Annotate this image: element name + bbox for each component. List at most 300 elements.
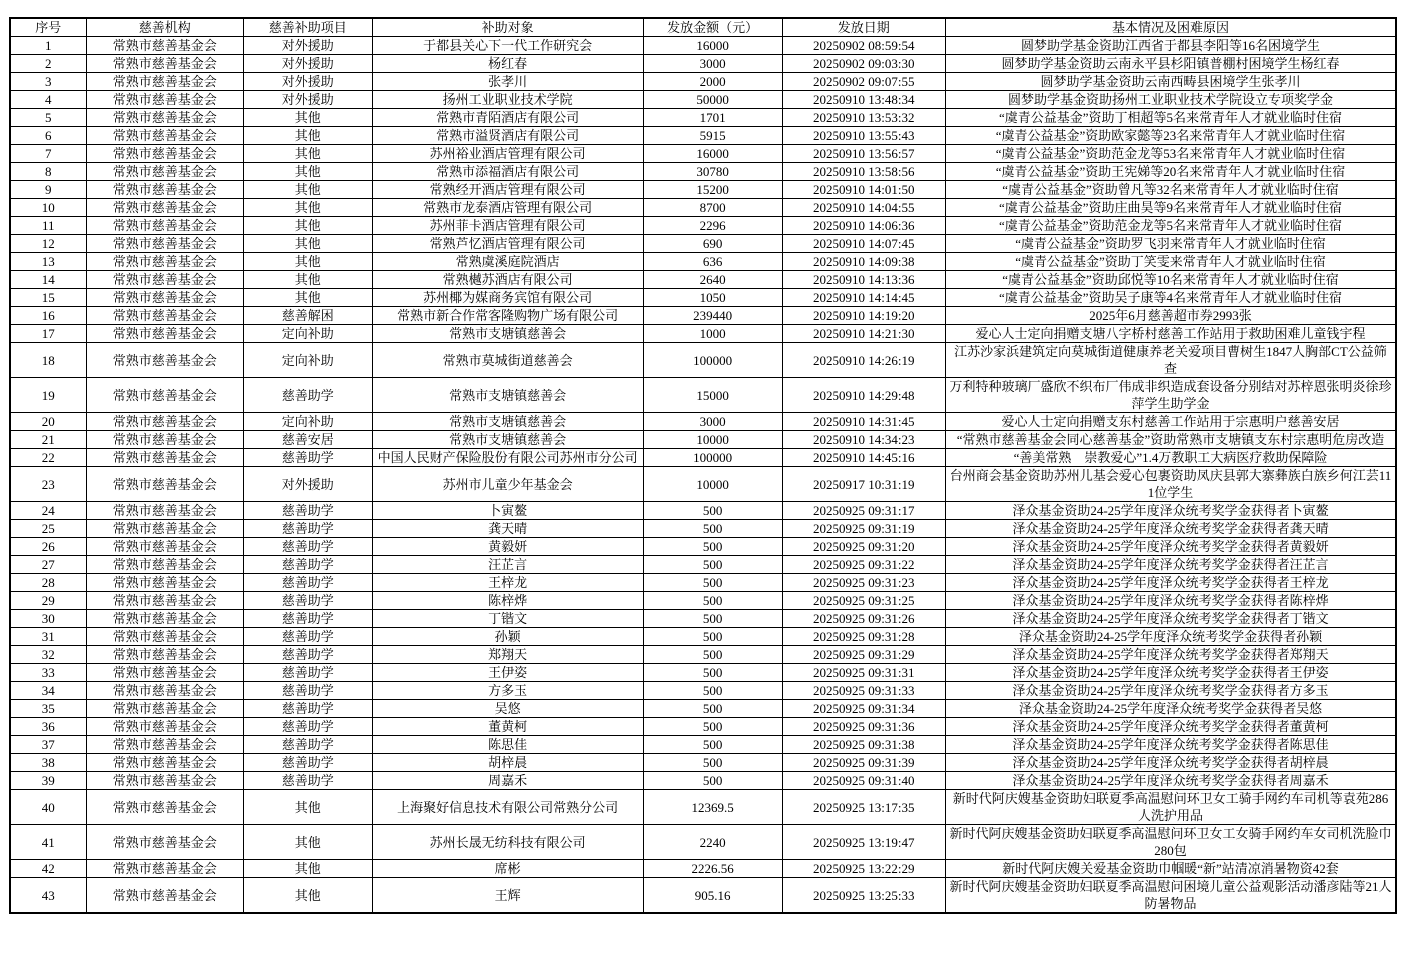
cell-project: 定向补助 bbox=[243, 325, 372, 343]
cell-recipient: 常熟市支塘镇慈善会 bbox=[372, 431, 643, 449]
cell-organization: 常熟市慈善基金会 bbox=[86, 163, 243, 181]
cell-amount: 100000 bbox=[643, 343, 782, 378]
cell-date: 20250925 09:31:40 bbox=[782, 772, 945, 790]
cell-organization: 常熟市慈善基金会 bbox=[86, 628, 243, 646]
cell-recipient: 王伊姿 bbox=[372, 664, 643, 682]
cell-index: 35 bbox=[10, 700, 86, 718]
cell-project: 慈善助学 bbox=[243, 628, 372, 646]
cell-project: 其他 bbox=[243, 127, 372, 145]
table-row bbox=[10, 825, 1396, 860]
table-row bbox=[10, 449, 1396, 467]
cell-index: 4 bbox=[10, 91, 86, 109]
cell-date: 20250925 13:19:47 bbox=[782, 825, 945, 860]
table-row bbox=[10, 181, 1396, 199]
cell-amount: 2296 bbox=[643, 217, 782, 235]
cell-situation: 江苏沙家浜建筑定向莫城街道健康养老关爱项目曹树生1847人胸部CT公益筛查 bbox=[945, 343, 1396, 378]
table-row bbox=[10, 700, 1396, 718]
cell-index: 29 bbox=[10, 592, 86, 610]
table-row bbox=[10, 431, 1396, 449]
cell-project: 定向补助 bbox=[243, 343, 372, 378]
table-row bbox=[10, 289, 1396, 307]
cell-organization: 常熟市慈善基金会 bbox=[86, 790, 243, 825]
cell-index: 6 bbox=[10, 127, 86, 145]
column-header-date: 发放日期 bbox=[782, 18, 945, 37]
cell-project: 慈善助学 bbox=[243, 664, 372, 682]
cell-amount: 50000 bbox=[643, 91, 782, 109]
cell-project: 慈善助学 bbox=[243, 700, 372, 718]
cell-project: 其他 bbox=[243, 181, 372, 199]
table-row bbox=[10, 343, 1396, 378]
table-row bbox=[10, 37, 1396, 55]
cell-situation: 新时代阿庆嫂关爱基金资助巾帼暖“新”站清凉消暑物资42套 bbox=[945, 860, 1396, 878]
cell-date: 20250925 09:31:23 bbox=[782, 574, 945, 592]
cell-situation: 泽众基金资助24-25学年度泽众统考奖学金获得者董黄柯 bbox=[945, 718, 1396, 736]
cell-organization: 常熟市慈善基金会 bbox=[86, 413, 243, 431]
cell-recipient: 张孝川 bbox=[372, 73, 643, 91]
cell-situation: “虞青公益基金”资助丁相超等5名来常青年人才就业临时住宿 bbox=[945, 109, 1396, 127]
cell-recipient: 上海聚好信息技术有限公司常熟分公司 bbox=[372, 790, 643, 825]
cell-amount: 12369.5 bbox=[643, 790, 782, 825]
cell-index: 13 bbox=[10, 253, 86, 271]
cell-date: 20250910 14:13:36 bbox=[782, 271, 945, 289]
cell-recipient: 常熟市莫城街道慈善会 bbox=[372, 343, 643, 378]
cell-date: 20250925 09:31:33 bbox=[782, 682, 945, 700]
column-header-situation: 基本情况及困难原因 bbox=[945, 18, 1396, 37]
cell-situation: “虞青公益基金”资助丁笑雯来常青年人才就业临时住宿 bbox=[945, 253, 1396, 271]
cell-recipient: 于都县关心下一代工作研究会 bbox=[372, 37, 643, 55]
table-row bbox=[10, 592, 1396, 610]
cell-situation: 泽众基金资助24-25学年度泽众统考奖学金获得者黄毅妍 bbox=[945, 538, 1396, 556]
cell-date: 20250910 14:31:45 bbox=[782, 413, 945, 431]
cell-amount: 500 bbox=[643, 610, 782, 628]
cell-date: 20250910 14:45:16 bbox=[782, 449, 945, 467]
cell-index: 38 bbox=[10, 754, 86, 772]
cell-organization: 常熟市慈善基金会 bbox=[86, 860, 243, 878]
cell-amount: 2640 bbox=[643, 271, 782, 289]
cell-recipient: 常熟市支塘镇慈善会 bbox=[372, 413, 643, 431]
cell-organization: 常熟市慈善基金会 bbox=[86, 343, 243, 378]
column-header-amount: 发放金额（元） bbox=[643, 18, 782, 37]
cell-project: 慈善助学 bbox=[243, 646, 372, 664]
cell-project: 慈善助学 bbox=[243, 610, 372, 628]
cell-date: 20250925 09:31:31 bbox=[782, 664, 945, 682]
cell-project: 慈善助学 bbox=[243, 520, 372, 538]
cell-project: 其他 bbox=[243, 878, 372, 914]
cell-recipient: 常熟市溢贤酒店有限公司 bbox=[372, 127, 643, 145]
table-row bbox=[10, 790, 1396, 825]
cell-date: 20250925 09:31:19 bbox=[782, 520, 945, 538]
cell-index: 34 bbox=[10, 682, 86, 700]
cell-recipient: 吴悠 bbox=[372, 700, 643, 718]
cell-situation: “虞青公益基金”资助邱悦等10名来常青年人才就业临时住宿 bbox=[945, 271, 1396, 289]
cell-project: 定向补助 bbox=[243, 413, 372, 431]
cell-recipient: 常熟樾苏酒店有限公司 bbox=[372, 271, 643, 289]
table-row bbox=[10, 646, 1396, 664]
cell-project: 其他 bbox=[243, 163, 372, 181]
cell-project: 其他 bbox=[243, 217, 372, 235]
cell-organization: 常熟市慈善基金会 bbox=[86, 718, 243, 736]
cell-index: 39 bbox=[10, 772, 86, 790]
cell-situation: 万利特种玻璃厂盛欣不织布厂伟成非织造成套设备分别结对苏梓恩张明炎徐珍萍学生助学金 bbox=[945, 378, 1396, 413]
table-header bbox=[10, 18, 1396, 37]
cell-situation: 圆梦助学基金资助扬州工业职业技术学院设立专项奖学金 bbox=[945, 91, 1396, 109]
cell-recipient: 丁锴文 bbox=[372, 610, 643, 628]
cell-index: 40 bbox=[10, 790, 86, 825]
cell-recipient: 中国人民财产保险股份有限公司苏州市分公司 bbox=[372, 449, 643, 467]
table-row bbox=[10, 718, 1396, 736]
cell-amount: 500 bbox=[643, 718, 782, 736]
cell-amount: 905.16 bbox=[643, 878, 782, 914]
table-row bbox=[10, 199, 1396, 217]
cell-project: 对外援助 bbox=[243, 73, 372, 91]
cell-amount: 500 bbox=[643, 646, 782, 664]
cell-amount: 500 bbox=[643, 664, 782, 682]
cell-organization: 常熟市慈善基金会 bbox=[86, 145, 243, 163]
cell-date: 20250925 09:31:28 bbox=[782, 628, 945, 646]
cell-date: 20250910 14:09:38 bbox=[782, 253, 945, 271]
cell-date: 20250925 09:31:17 bbox=[782, 502, 945, 520]
cell-organization: 常熟市慈善基金会 bbox=[86, 217, 243, 235]
cell-organization: 常熟市慈善基金会 bbox=[86, 289, 243, 307]
cell-index: 41 bbox=[10, 825, 86, 860]
cell-situation: “虞青公益基金”资助范金龙等5名来常青年人才就业临时住宿 bbox=[945, 217, 1396, 235]
cell-project: 其他 bbox=[243, 271, 372, 289]
column-header-organization: 慈善机构 bbox=[86, 18, 243, 37]
cell-project: 其他 bbox=[243, 109, 372, 127]
cell-index: 32 bbox=[10, 646, 86, 664]
cell-index: 22 bbox=[10, 449, 86, 467]
cell-index: 36 bbox=[10, 718, 86, 736]
cell-situation: 泽众基金资助24-25学年度泽众统考奖学金获得者方多玉 bbox=[945, 682, 1396, 700]
cell-index: 24 bbox=[10, 502, 86, 520]
table-row bbox=[10, 163, 1396, 181]
cell-amount: 1000 bbox=[643, 325, 782, 343]
cell-situation: 泽众基金资助24-25学年度泽众统考奖学金获得者孙颖 bbox=[945, 628, 1396, 646]
table-row bbox=[10, 860, 1396, 878]
table-row bbox=[10, 55, 1396, 73]
cell-project: 慈善助学 bbox=[243, 682, 372, 700]
cell-date: 20250910 14:21:30 bbox=[782, 325, 945, 343]
cell-index: 30 bbox=[10, 610, 86, 628]
cell-amount: 16000 bbox=[643, 145, 782, 163]
cell-organization: 常熟市慈善基金会 bbox=[86, 378, 243, 413]
cell-date: 20250925 09:31:26 bbox=[782, 610, 945, 628]
cell-amount: 500 bbox=[643, 628, 782, 646]
cell-amount: 500 bbox=[643, 682, 782, 700]
cell-project: 慈善解困 bbox=[243, 307, 372, 325]
cell-amount: 15000 bbox=[643, 378, 782, 413]
cell-situation: 爱心人士定向捐赠支塘八字桥村慈善工作站用于救助困难儿童钱宇程 bbox=[945, 325, 1396, 343]
table-row bbox=[10, 109, 1396, 127]
cell-organization: 常熟市慈善基金会 bbox=[86, 682, 243, 700]
cell-organization: 常熟市慈善基金会 bbox=[86, 109, 243, 127]
cell-amount: 16000 bbox=[643, 37, 782, 55]
cell-situation: “常熟市慈善基金会同心慈善基金”资助常熟市支塘镇支东村宗惠明危房改造 bbox=[945, 431, 1396, 449]
cell-organization: 常熟市慈善基金会 bbox=[86, 538, 243, 556]
table-header-row bbox=[10, 18, 1396, 37]
cell-situation: “虞青公益基金”资助罗飞羽来常青年人才就业临时住宿 bbox=[945, 235, 1396, 253]
cell-amount: 500 bbox=[643, 754, 782, 772]
cell-situation: 泽众基金资助24-25学年度泽众统考奖学金获得者胡梓晨 bbox=[945, 754, 1396, 772]
cell-situation: “虞青公益基金”资助吴子康等4名来常青年人才就业临时住宿 bbox=[945, 289, 1396, 307]
cell-date: 20250925 13:17:35 bbox=[782, 790, 945, 825]
cell-organization: 常熟市慈善基金会 bbox=[86, 127, 243, 145]
cell-organization: 常熟市慈善基金会 bbox=[86, 431, 243, 449]
table-row bbox=[10, 91, 1396, 109]
cell-project: 对外援助 bbox=[243, 91, 372, 109]
cell-situation: 泽众基金资助24-25学年度泽众统考奖学金获得者王梓龙 bbox=[945, 574, 1396, 592]
cell-amount: 30780 bbox=[643, 163, 782, 181]
table-row bbox=[10, 307, 1396, 325]
cell-date: 20250925 09:31:22 bbox=[782, 556, 945, 574]
cell-date: 20250910 14:06:36 bbox=[782, 217, 945, 235]
cell-project: 其他 bbox=[243, 289, 372, 307]
cell-recipient: 苏州市儿童少年基金会 bbox=[372, 467, 643, 502]
table-row bbox=[10, 145, 1396, 163]
cell-index: 10 bbox=[10, 199, 86, 217]
cell-amount: 2000 bbox=[643, 73, 782, 91]
cell-organization: 常熟市慈善基金会 bbox=[86, 646, 243, 664]
cell-project: 其他 bbox=[243, 199, 372, 217]
table-row bbox=[10, 664, 1396, 682]
cell-amount: 500 bbox=[643, 538, 782, 556]
cell-situation: 圆梦助学基金资助云南永平县杉阳镇普棚村困境学生杨红春 bbox=[945, 55, 1396, 73]
cell-index: 8 bbox=[10, 163, 86, 181]
cell-situation: “虞青公益基金”资助范金龙等53名来常青年人才就业临时住宿 bbox=[945, 145, 1396, 163]
table-row bbox=[10, 736, 1396, 754]
cell-situation: 泽众基金资助24-25学年度泽众统考奖学金获得者陈梓烨 bbox=[945, 592, 1396, 610]
cell-project: 其他 bbox=[243, 790, 372, 825]
cell-situation: 2025年6月慈善超市券2993张 bbox=[945, 307, 1396, 325]
cell-recipient: 常熟市支塘镇慈善会 bbox=[372, 378, 643, 413]
cell-project: 慈善助学 bbox=[243, 449, 372, 467]
cell-project: 其他 bbox=[243, 860, 372, 878]
cell-amount: 500 bbox=[643, 556, 782, 574]
cell-amount: 239440 bbox=[643, 307, 782, 325]
cell-date: 20250925 09:31:25 bbox=[782, 592, 945, 610]
cell-amount: 690 bbox=[643, 235, 782, 253]
table-row bbox=[10, 772, 1396, 790]
cell-project: 慈善助学 bbox=[243, 592, 372, 610]
table-row bbox=[10, 127, 1396, 145]
cell-amount: 500 bbox=[643, 502, 782, 520]
cell-index: 33 bbox=[10, 664, 86, 682]
column-header-project: 慈善补助项目 bbox=[243, 18, 372, 37]
cell-amount: 500 bbox=[643, 592, 782, 610]
cell-project: 对外援助 bbox=[243, 55, 372, 73]
cell-recipient: 王梓龙 bbox=[372, 574, 643, 592]
table-row bbox=[10, 73, 1396, 91]
table-row bbox=[10, 502, 1396, 520]
cell-index: 37 bbox=[10, 736, 86, 754]
cell-index: 42 bbox=[10, 860, 86, 878]
cell-date: 20250925 13:22:29 bbox=[782, 860, 945, 878]
cell-organization: 常熟市慈善基金会 bbox=[86, 556, 243, 574]
cell-situation: 泽众基金资助24-25学年度泽众统考奖学金获得者丁锴文 bbox=[945, 610, 1396, 628]
cell-index: 3 bbox=[10, 73, 86, 91]
cell-date: 20250910 13:53:32 bbox=[782, 109, 945, 127]
cell-date: 20250902 09:07:55 bbox=[782, 73, 945, 91]
table-body bbox=[10, 37, 1396, 914]
cell-recipient: 苏州长晟无纺科技有限公司 bbox=[372, 825, 643, 860]
cell-index: 43 bbox=[10, 878, 86, 914]
cell-amount: 500 bbox=[643, 574, 782, 592]
cell-recipient: 扬州工业职业技术学院 bbox=[372, 91, 643, 109]
cell-organization: 常熟市慈善基金会 bbox=[86, 55, 243, 73]
cell-organization: 常熟市慈善基金会 bbox=[86, 574, 243, 592]
cell-project: 慈善安居 bbox=[243, 431, 372, 449]
cell-organization: 常熟市慈善基金会 bbox=[86, 825, 243, 860]
table-row bbox=[10, 538, 1396, 556]
cell-recipient: 常熟市新合作常客隆购物广场有限公司 bbox=[372, 307, 643, 325]
cell-project: 慈善助学 bbox=[243, 378, 372, 413]
cell-date: 20250910 14:34:23 bbox=[782, 431, 945, 449]
cell-recipient: 常熟虞溪庭院酒店 bbox=[372, 253, 643, 271]
cell-organization: 常熟市慈善基金会 bbox=[86, 271, 243, 289]
cell-organization: 常熟市慈善基金会 bbox=[86, 199, 243, 217]
cell-project: 其他 bbox=[243, 253, 372, 271]
cell-recipient: 汪芷言 bbox=[372, 556, 643, 574]
table-row bbox=[10, 413, 1396, 431]
cell-organization: 常熟市慈善基金会 bbox=[86, 253, 243, 271]
table-row bbox=[10, 325, 1396, 343]
cell-index: 21 bbox=[10, 431, 86, 449]
cell-situation: 新时代阿庆嫂基金资助妇联夏季高温慰问环卫女工女骑手网约车女司机洗脸巾280包 bbox=[945, 825, 1396, 860]
cell-organization: 常熟市慈善基金会 bbox=[86, 772, 243, 790]
cell-organization: 常熟市慈善基金会 bbox=[86, 664, 243, 682]
cell-index: 7 bbox=[10, 145, 86, 163]
table-row bbox=[10, 878, 1396, 914]
cell-recipient: 苏州菲卡酒店管理有限公司 bbox=[372, 217, 643, 235]
cell-situation: 泽众基金资助24-25学年度泽众统考奖学金获得者王伊姿 bbox=[945, 664, 1396, 682]
cell-situation: “虞青公益基金”资助欧家懿等23名来常青年人才就业临时住宿 bbox=[945, 127, 1396, 145]
table-row bbox=[10, 610, 1396, 628]
cell-amount: 3000 bbox=[643, 55, 782, 73]
cell-situation: 圆梦助学基金资助江西省于都县李阳等16名困境学生 bbox=[945, 37, 1396, 55]
cell-amount: 1050 bbox=[643, 289, 782, 307]
cell-amount: 10000 bbox=[643, 467, 782, 502]
cell-recipient: 陈梓烨 bbox=[372, 592, 643, 610]
cell-amount: 636 bbox=[643, 253, 782, 271]
cell-index: 9 bbox=[10, 181, 86, 199]
cell-date: 20250910 14:01:50 bbox=[782, 181, 945, 199]
cell-index: 18 bbox=[10, 343, 86, 378]
cell-date: 20250910 13:56:57 bbox=[782, 145, 945, 163]
cell-index: 26 bbox=[10, 538, 86, 556]
cell-index: 31 bbox=[10, 628, 86, 646]
cell-project: 慈善助学 bbox=[243, 736, 372, 754]
cell-project: 其他 bbox=[243, 145, 372, 163]
cell-recipient: 孙颖 bbox=[372, 628, 643, 646]
cell-recipient: 董黄柯 bbox=[372, 718, 643, 736]
cell-index: 14 bbox=[10, 271, 86, 289]
table-row bbox=[10, 628, 1396, 646]
cell-organization: 常熟市慈善基金会 bbox=[86, 502, 243, 520]
table-row bbox=[10, 754, 1396, 772]
cell-index: 1 bbox=[10, 37, 86, 55]
cell-organization: 常熟市慈善基金会 bbox=[86, 37, 243, 55]
cell-index: 12 bbox=[10, 235, 86, 253]
cell-project: 其他 bbox=[243, 235, 372, 253]
cell-project: 对外援助 bbox=[243, 37, 372, 55]
table-row bbox=[10, 574, 1396, 592]
cell-index: 20 bbox=[10, 413, 86, 431]
cell-index: 23 bbox=[10, 467, 86, 502]
cell-index: 17 bbox=[10, 325, 86, 343]
cell-recipient: 常熟市青陌酒店有限公司 bbox=[372, 109, 643, 127]
cell-situation: 新时代阿庆嫂基金资助妇联夏季高温慰问环卫女工骑手网约车司机等袁苑286人洗护用品 bbox=[945, 790, 1396, 825]
cell-index: 25 bbox=[10, 520, 86, 538]
column-header-recipient: 补助对象 bbox=[372, 18, 643, 37]
cell-recipient: 常熟经开酒店管理有限公司 bbox=[372, 181, 643, 199]
cell-index: 16 bbox=[10, 307, 86, 325]
cell-recipient: 龚天晴 bbox=[372, 520, 643, 538]
cell-amount: 500 bbox=[643, 772, 782, 790]
cell-date: 20250910 14:19:20 bbox=[782, 307, 945, 325]
cell-situation: 泽众基金资助24-25学年度泽众统考奖学金获得者龚天晴 bbox=[945, 520, 1396, 538]
cell-project: 慈善助学 bbox=[243, 538, 372, 556]
cell-index: 27 bbox=[10, 556, 86, 574]
cell-date: 20250925 09:31:38 bbox=[782, 736, 945, 754]
cell-project: 慈善助学 bbox=[243, 502, 372, 520]
cell-index: 15 bbox=[10, 289, 86, 307]
column-header-index: 序号 bbox=[10, 18, 86, 37]
cell-recipient: 常熟市龙泰酒店管理有限公司 bbox=[372, 199, 643, 217]
cell-recipient: 苏州裕业酒店管理有限公司 bbox=[372, 145, 643, 163]
cell-situation: 台州商会基金资助苏州儿基会爱心包裹资助凤庆县郭大寨彝族白族乡何江芸111位学生 bbox=[945, 467, 1396, 502]
cell-organization: 常熟市慈善基金会 bbox=[86, 181, 243, 199]
cell-situation: 泽众基金资助24-25学年度泽众统考奖学金获得者陈思佳 bbox=[945, 736, 1396, 754]
cell-date: 20250925 13:25:33 bbox=[782, 878, 945, 914]
cell-amount: 500 bbox=[643, 736, 782, 754]
cell-recipient: 席彬 bbox=[372, 860, 643, 878]
cell-date: 20250902 09:03:30 bbox=[782, 55, 945, 73]
table-row bbox=[10, 378, 1396, 413]
cell-date: 20250925 09:31:29 bbox=[782, 646, 945, 664]
cell-situation: “虞青公益基金”资助曾凡等32名来常青年人才就业临时住宿 bbox=[945, 181, 1396, 199]
table-row bbox=[10, 520, 1396, 538]
cell-recipient: 杨红春 bbox=[372, 55, 643, 73]
cell-date: 20250910 14:26:19 bbox=[782, 343, 945, 378]
cell-project: 慈善助学 bbox=[243, 772, 372, 790]
cell-organization: 常熟市慈善基金会 bbox=[86, 736, 243, 754]
cell-recipient: 常熟市支塘镇慈善会 bbox=[372, 325, 643, 343]
cell-recipient: 郑翔天 bbox=[372, 646, 643, 664]
cell-recipient: 常熟芦忆酒店管理有限公司 bbox=[372, 235, 643, 253]
cell-project: 对外援助 bbox=[243, 467, 372, 502]
cell-recipient: 王辉 bbox=[372, 878, 643, 914]
cell-situation: 泽众基金资助24-25学年度泽众统考奖学金获得者郑翔天 bbox=[945, 646, 1396, 664]
cell-project: 慈善助学 bbox=[243, 718, 372, 736]
cell-situation: 泽众基金资助24-25学年度泽众统考奖学金获得者汪芷言 bbox=[945, 556, 1396, 574]
cell-index: 11 bbox=[10, 217, 86, 235]
cell-organization: 常熟市慈善基金会 bbox=[86, 754, 243, 772]
cell-date: 20250910 14:07:45 bbox=[782, 235, 945, 253]
cell-date: 20250910 13:55:43 bbox=[782, 127, 945, 145]
cell-date: 20250925 09:31:20 bbox=[782, 538, 945, 556]
cell-recipient: 胡梓晨 bbox=[372, 754, 643, 772]
cell-amount: 3000 bbox=[643, 413, 782, 431]
cell-project: 慈善助学 bbox=[243, 574, 372, 592]
cell-date: 20250910 14:04:55 bbox=[782, 199, 945, 217]
table-row bbox=[10, 253, 1396, 271]
cell-project: 其他 bbox=[243, 825, 372, 860]
cell-organization: 常熟市慈善基金会 bbox=[86, 73, 243, 91]
cell-date: 20250925 09:31:34 bbox=[782, 700, 945, 718]
cell-organization: 常熟市慈善基金会 bbox=[86, 700, 243, 718]
cell-date: 20250925 09:31:39 bbox=[782, 754, 945, 772]
cell-amount: 10000 bbox=[643, 431, 782, 449]
